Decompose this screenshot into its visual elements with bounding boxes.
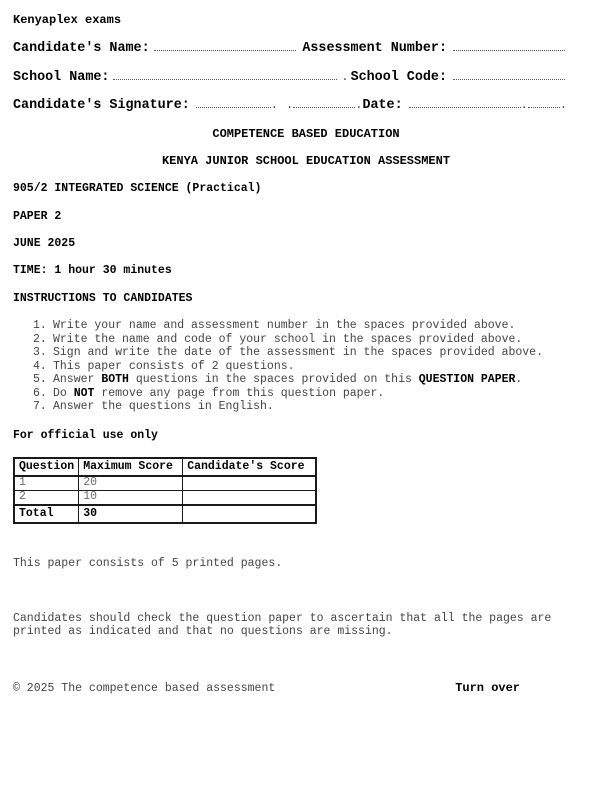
exam-duration: TIME: 1 hour 30 minutes [13,264,172,277]
table-row [14,490,316,505]
assessment-number-label: Assessment Number: [302,41,447,56]
signature-fill-line [196,105,271,108]
instruction-number: 4. [33,359,47,373]
maximum-score-column-header: Maximum Score [79,458,183,476]
school-name-label: School Name: [13,70,110,85]
school-code-fill-line [453,77,565,80]
table-cell: 2 [14,490,79,505]
signature-fill-line-2 [293,105,355,108]
copyright-text: © 2025 The competence based assessment [13,681,276,695]
table-cell: 1 [14,476,79,491]
school-code-label: School Code: [350,70,447,85]
period-glyph: . [520,98,528,112]
candidate-name-label: Candidate's Name: [13,41,150,56]
school-name-fill-line [113,77,337,80]
instruction-item [33,360,565,374]
program-title: COMPETENCE BASED EDUCATION [212,127,400,141]
instruction-number: 1. [33,319,47,332]
table-row [14,476,316,491]
score-table-body [14,476,316,523]
instruction-item [33,346,565,360]
assessment-title: KENYA JUNIOR SCHOOL EDUCATION ASSESSMENT [161,154,451,168]
instruction-text: Write the name and code of your school in the spaces provided above. [53,332,523,346]
table-cell: 10 [79,490,183,505]
date-fill-line [409,105,521,108]
period-glyph: . [270,98,278,112]
table-cell [183,476,316,491]
page-footer [13,682,565,695]
brand-title: Kenyaplex exams [13,13,122,27]
instruction-number: 2. [33,332,47,346]
official-use-heading: For official use only [13,428,158,442]
period-glyph: . [341,70,349,84]
instruction-item [33,387,565,401]
printed-pages-note: This paper consists of 5 printed pages. [13,556,283,570]
question-column-header: Question [14,458,79,476]
check-pages-note: Candidates should check the question paper to ascertain that all the pages are printed as indicated and that no questions are missing. [13,611,552,638]
candidate-name-row [13,42,565,56]
period-glyph: . [559,98,568,112]
instruction-text: Answer the questions in English. [53,400,274,413]
instruction-text: Write your name and assessment number in the spaces provided above. [53,319,516,332]
table-cell [183,505,316,523]
instruction-item [33,319,565,333]
instruction-text: Sign and write the date of the assessment in the spaces provided above. [53,346,543,359]
score-table-header-row [14,458,316,476]
subject-code-title: 905/2 INTEGRATED SCIENCE (Practical) [13,182,262,195]
table-row [14,505,316,523]
instructions-list [33,319,565,414]
instruction-text: This paper consists of 2 questions. [53,359,295,373]
score-table [13,457,317,524]
period-glyph: . [286,98,294,112]
candidate-name-fill-line [154,48,297,51]
date-fill-line-2 [528,105,560,108]
instruction-item [33,333,565,347]
table-cell [183,490,316,505]
turn-over-label: Turn over [455,680,520,695]
instruction-text: Answer BOTH questions in the spaces provided on this QUESTION PAPER. [53,373,523,386]
signature-label: Candidate's Signature: [13,98,190,113]
date-label: Date: [362,98,403,113]
instructions-heading: INSTRUCTIONS TO CANDIDATES [13,292,193,305]
instruction-text: Do NOT remove any page from this question paper. [53,386,385,400]
instruction-number: 3. [33,346,47,359]
signature-date-row [13,98,568,113]
period-glyph: . [355,98,363,112]
candidate-score-column-header: Candidate's Score [183,458,316,476]
table-cell: 20 [79,476,183,491]
instruction-item [33,373,565,387]
paper-number: PAPER 2 [13,210,62,223]
instruction-number: 6. [33,386,47,400]
school-name-row [13,70,565,85]
table-cell: Total [14,505,79,523]
exam-session: JUNE 2025 [13,237,76,250]
instruction-number: 5. [33,373,47,386]
instruction-item [33,400,565,414]
table-cell: 30 [79,505,183,523]
instruction-number: 7. [33,400,47,413]
assessment-number-fill-line [453,48,565,51]
